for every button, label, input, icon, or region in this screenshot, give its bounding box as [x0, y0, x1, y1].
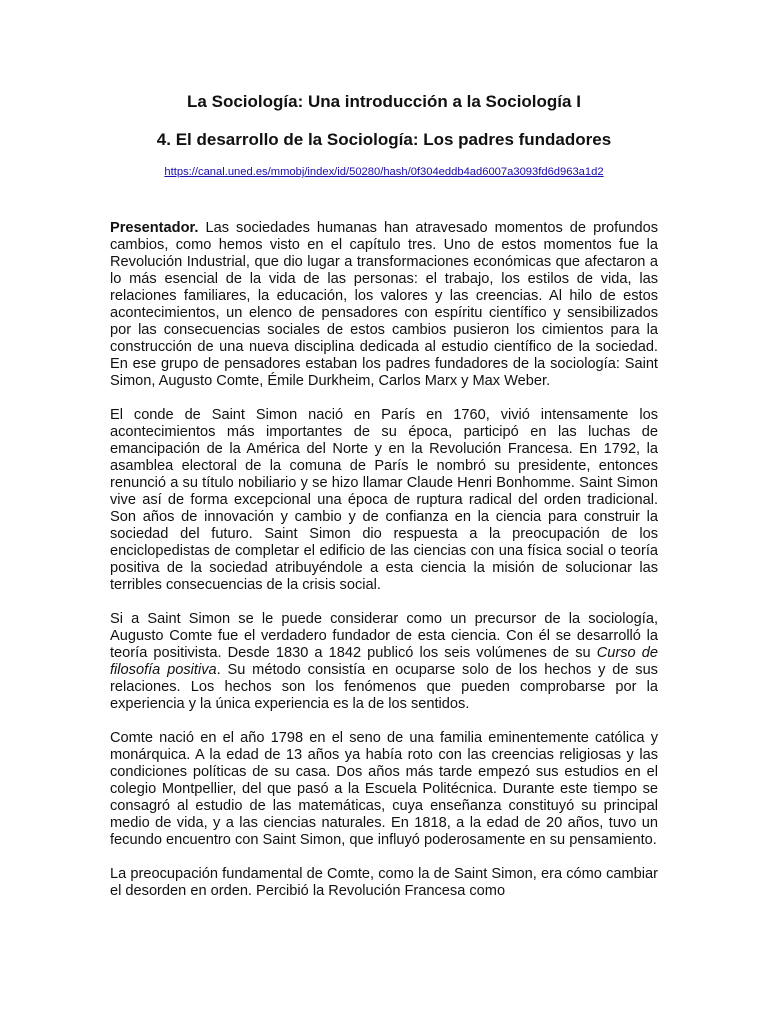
- presenter-label: Presentador.: [110, 220, 199, 236]
- paragraph-text: Las sociedades humanas han atravesado momentos de profundos cambios, como hemos visto en el capítulo tres. Uno de estos momentos fue la Revolución Industrial, que dio lugar a transformaciones económicas que afectaron a lo más esencial de la vida de las personas: el trabajo, los estilos de vida, las relaciones familiares, la educación, los valores y las creencias. Al hilo de estos acontecimientos, un elenco de pensadores con espíritu científico y sensibilizados por las consecuencias sociales de estos cambios pusieron los cimientos para la construcción de una nueva disciplina dedicada al estudio científico de la sociedad. En ese grupo de pensadores estaban los padres fundadores de la sociología: Saint Simon, Augusto Comte, Émile Durkheim, Carlos Marx y Max Weber.: [110, 220, 658, 389]
- paragraph-comte-concern: La preocupación fundamental de Comte, como la de Saint Simon, era cómo cambiar el desorden en orden. Percibió la Revolución Francesa como: [110, 866, 658, 899]
- paragraph-presenter: [110, 220, 658, 390]
- paragraph-comte-biography: Comte nació en el año 1798 en el seno de una familia eminentemente católica y monárquica. A la edad de 13 años ya había roto con las creencias religiosas y las condiciones políticas de su casa. Dos años más tarde empezó sus estudios en el colegio Montpellier, del que pasó a la Escuela Politécnica. Durante este tiempo se consagró al estudio de las matemáticas, cuya enseñanza constituyó su principal medio de vida, y a las ciencias naturales. En 1818, a la edad de 20 años, tuvo un fecundo encuentro con Saint Simon, que influyó poderosamente en su pensamiento.: [110, 730, 658, 848]
- paragraph-comte-founder: [110, 611, 658, 713]
- paragraph-text: Si a Saint Simon se le puede considerar como un precursor de la sociología, Augusto Comte fue el verdadero fundador de esta ciencia. Con él se desarrolló la teoría positivista. Desde 1830 a 1842 publicó los seis volúmenes de su: [110, 611, 658, 661]
- book-title: Curso de filosofía positiva: [110, 645, 658, 678]
- paragraph-text: . Su método consistía en ocuparse solo de los hechos y de sus relaciones. Los hechos son los fenómenos que pueden comprobarse por la experiencia y la única experiencia es la de los sentidos.: [110, 662, 658, 712]
- document-body: [110, 220, 658, 917]
- document-title: La Sociología: Una introducción a la Sociología I: [187, 92, 581, 111]
- video-link[interactable]: https://canal.uned.es/mmobj/index/id/50280/hash/0f304eddb4ad6007a3093fd6d963a1d2: [164, 166, 604, 178]
- document-subtitle: 4. El desarrollo de la Sociología: Los padres fundadores: [156, 130, 612, 149]
- paragraph-saint-simon: El conde de Saint Simon nació en París en 1760, vivió intensamente los acontecimientos más importantes de su época, participó en las luchas de emancipación de la América del Norte y en la Revolución Francesa. En 1792, la asamblea electoral de la comuna de París le nombró su presidente, entonces renunció a su título nobiliario y se hizo llamar Claude Henri Bonhomme. Saint Simon vive así de forma excepcional una época de ruptura radical del orden tradicional. Son años de innovación y cambio y de confianza en la ciencia para construir la sociedad del futuro. Saint Simon dio respuesta a la preocupación de los enciclopedistas de completar el edificio de las ciencias con una física social o teoría positiva de la sociedad atribuyéndole a esta ciencia la misión de solucionar las terribles consecuencias de la crisis social.: [110, 407, 658, 593]
